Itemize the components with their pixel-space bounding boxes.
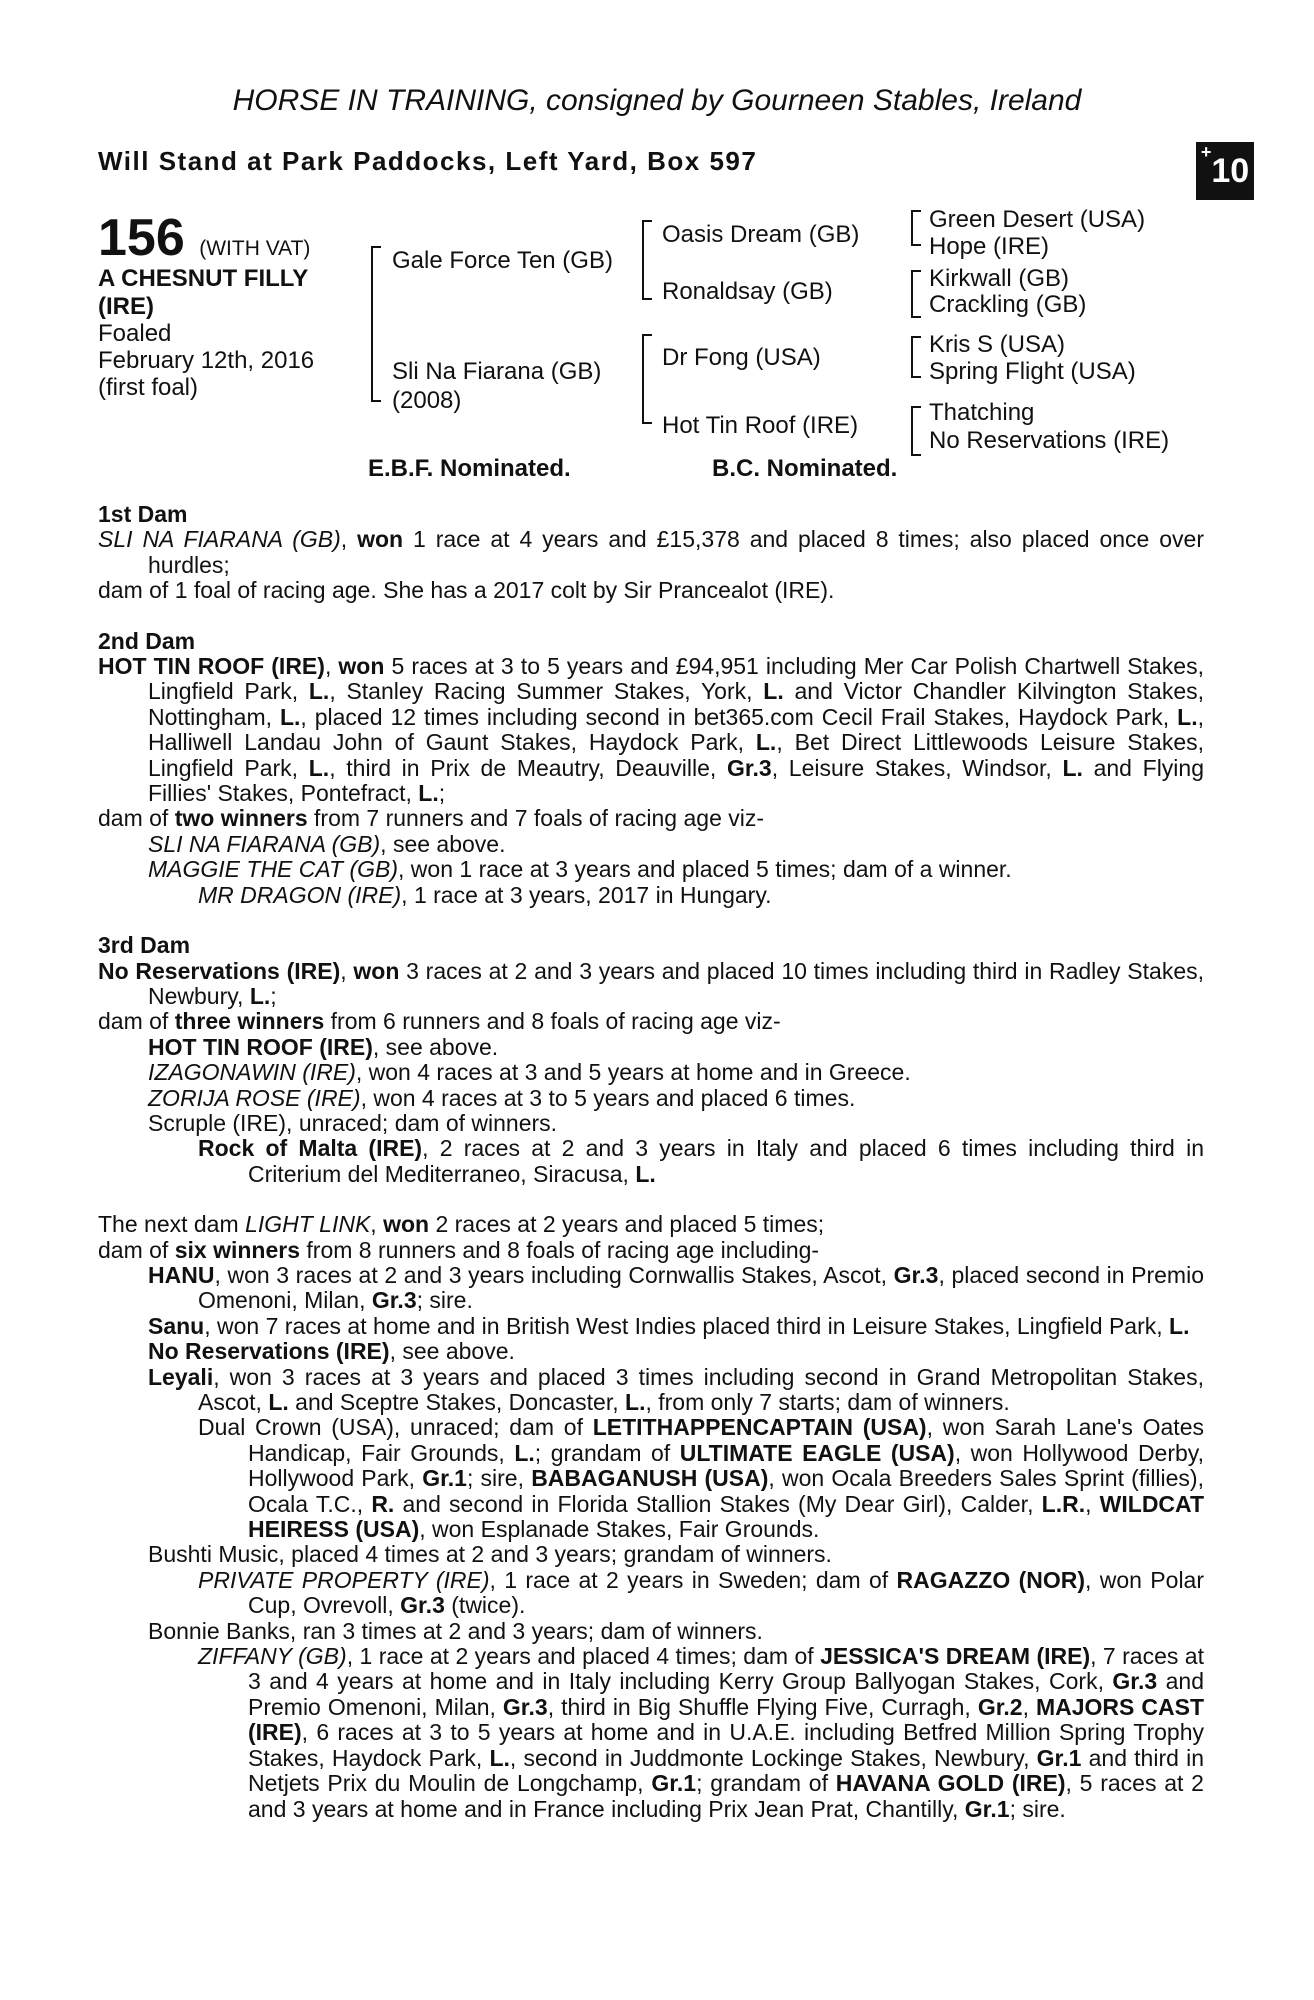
- produce-item: [98, 832, 1204, 857]
- sire-sire: Oasis Dream (GB): [662, 221, 860, 248]
- record-text: ; sire.: [416, 1287, 473, 1314]
- grand-1: Green Desert (USA): [929, 206, 1146, 233]
- produce-name: Sanu: [148, 1312, 205, 1339]
- won-word: won: [383, 1211, 430, 1238]
- record-text: ; grandam of: [534, 1439, 680, 1466]
- grand-7: Thatching: [929, 399, 1035, 426]
- produce-name: LETITHAPPENCAPTAIN (USA): [592, 1414, 927, 1441]
- listed-mark: L.: [308, 754, 330, 781]
- produce-item: Bushti Music, placed 4 times at 2 and 3 years; grandam of winners.: [148, 1541, 832, 1568]
- listed-mark: L.: [268, 1389, 289, 1415]
- record-text: , 2 races at 2 and 3 years in Italy and placed 6 times including third in Criterium del Mediterraneo, Siracusa,: [248, 1135, 1204, 1187]
- produce-item: [98, 1035, 1204, 1060]
- group-mark: Gr.2: [977, 1693, 1023, 1720]
- next-dam-name: LIGHT LINK: [245, 1211, 371, 1238]
- record-text: , won Hollywood Derby, Hollywood Park,: [248, 1439, 1204, 1492]
- record-text: , won 4 races at 3 and 5 years at home and in Greece.: [355, 1059, 911, 1086]
- record-text: , won Esplanade Stakes, Fair Grounds.: [419, 1516, 820, 1543]
- produce-name: HANU: [148, 1261, 215, 1288]
- record-text: , Halliwell Landau John of Gaunt Stakes, Haydock Park,: [148, 703, 1204, 756]
- record-text: dam of: [98, 1008, 175, 1035]
- foal-note: (first foal): [98, 374, 199, 401]
- record-text: ,: [1085, 1490, 1100, 1517]
- second-dam-produce: [98, 806, 1204, 831]
- winners-count: six winners: [174, 1236, 300, 1263]
- grand-2: Hope (IRE): [929, 233, 1050, 260]
- record-text: ; grandam of: [696, 1770, 836, 1797]
- produce-name: MR DRAGON (IRE): [198, 881, 402, 908]
- lot-description: A CHESNUT FILLY (IRE): [98, 265, 308, 320]
- lot-badge: [1196, 142, 1254, 200]
- record-text: from 8 runners and 8 foals of racing age including-: [300, 1236, 820, 1263]
- foaled-label: Foaled: [98, 320, 172, 347]
- produce-name: ZORIJA ROSE (IRE): [148, 1084, 361, 1111]
- record-text: , Leisure Stakes, Windsor,: [771, 754, 1063, 781]
- record-text: , won 4 races at 3 to 5 years and placed 6 times.: [360, 1084, 856, 1111]
- record-text: , won Polar Cup, Ovrevoll,: [248, 1566, 1204, 1619]
- group-mark: Gr.3: [502, 1693, 548, 1720]
- group-mark: Gr.1: [1036, 1744, 1082, 1771]
- listed-mark: L.: [489, 1744, 510, 1771]
- record-text: from 6 runners and 8 foals of racing age viz-: [324, 1008, 781, 1035]
- record-text: and Sceptre Stakes, Doncaster,: [288, 1389, 626, 1415]
- third-dam-record: No Reservations (IRE), won 3 races at 2 and 3 years and placed 10 times including third in Radley Stakes, Newbury, L.;: [98, 957, 1205, 1009]
- listed-mark: L.: [1177, 703, 1198, 730]
- listed-mark: L.: [635, 1160, 656, 1187]
- restricted-mark: R.: [371, 1490, 395, 1517]
- second-dam-heading: 2nd Dam: [98, 627, 196, 654]
- produce-item: [98, 1314, 1204, 1339]
- record-text: ; sire.: [1009, 1795, 1066, 1822]
- record-text: , won Sarah Lane's Oates Handicap, Fair Grounds,: [248, 1414, 1204, 1466]
- record-text: 3 races at 2 and 3 years and placed 10 times including third in Radley Stakes, Newbury,: [148, 957, 1205, 1009]
- record-text: , 7 races at 3 and 4 years at home and in Italy including Kerry Group Ballyogan Stakes, Cork,: [248, 1643, 1204, 1695]
- produce-name: HAVANA GOLD (IRE): [835, 1770, 1066, 1797]
- record-text: and Flying Fillies' Stakes, Pontefract,: [148, 754, 1204, 807]
- produce-item: Scruple (IRE), unraced; dam of winners.: [148, 1109, 558, 1136]
- third-dam-produce: [98, 1009, 1204, 1034]
- record-text: ,: [370, 1211, 384, 1238]
- record-text: , won 3 races at 3 years and placed 3 times including second in Grand Metropolitan Stakes, Ascot,: [198, 1363, 1204, 1415]
- produce-item: [98, 1339, 1204, 1364]
- record-text: The next dam: [98, 1211, 246, 1238]
- group-mark: Gr.3: [893, 1261, 939, 1288]
- produce-name: WILDCAT HEIRESS (USA): [248, 1490, 1204, 1543]
- record-text: ; sire,: [466, 1465, 532, 1492]
- badge-number: 10: [1211, 152, 1250, 190]
- produce-name: MAGGIE THE CAT (GB): [148, 856, 399, 883]
- catalogue-body: [98, 502, 1204, 1822]
- stand-location: Will Stand at Park Paddocks, Left Yard, Box 597: [98, 146, 758, 176]
- next-dam-record: [98, 1212, 1204, 1237]
- grand-6: Spring Flight (USA): [929, 358, 1136, 385]
- produce-name: BABAGANUSH (USA): [531, 1465, 769, 1492]
- won-word: won: [357, 526, 404, 553]
- record-text: , Stanley Racing Summer Stakes, York,: [329, 678, 764, 705]
- group-mark: Gr.1: [422, 1465, 467, 1492]
- produce-name: SLI NA FIARANA (GB): [148, 830, 381, 857]
- sire: Gale Force Ten (GB): [392, 247, 613, 274]
- record-text: , 5 races at 2 and 3 years at home and in France including Prix Jean Prat, Chantilly,: [248, 1770, 1204, 1822]
- record-text: and Premio Omenoni, Milan,: [248, 1668, 1205, 1720]
- record-text: , third in Big Shuffle Flying Five, Curragh,: [547, 1693, 978, 1720]
- group-mark: Gr.3: [400, 1592, 445, 1619]
- dam: Sli Na Fiarana (GB): [392, 358, 602, 385]
- produce-item: [98, 1086, 1204, 1111]
- listed-mark: L.: [1169, 1312, 1190, 1339]
- second-dam-name: HOT TIN ROOF (IRE): [98, 653, 325, 680]
- record-text: and second in Florida Stallion Stakes (My Dear Girl), Calder,: [394, 1490, 1042, 1517]
- record-text: Dual Crown (USA), unraced; dam of: [198, 1414, 593, 1441]
- produce-item: [98, 883, 1204, 908]
- bracket-g2: [911, 270, 921, 318]
- won-word: won: [338, 653, 385, 680]
- record-text: , see above.: [372, 1033, 499, 1060]
- produce-item: [98, 1415, 1204, 1542]
- record-text: , 1 race at 2 years and placed 4 times; dam of: [346, 1643, 821, 1670]
- record-text: ;: [438, 780, 446, 807]
- first-dam-text: 1 race at 4 years and £15,378 and placed 8 times; also placed once over hurdles;: [148, 526, 1205, 578]
- record-text: 5 races at 3 to 5 years and £94,951 including Mer Car Polish Chartwell Stakes, Lingfield Park,: [148, 653, 1204, 705]
- record-text: dam of: [98, 805, 175, 832]
- record-text: and third in Netjets Prix du Moulin de Longchamp,: [248, 1744, 1204, 1797]
- grand-4: Crackling (GB): [929, 291, 1087, 318]
- first-dam-produce: dam of 1 foal of racing age. She has a 2017 colt by Sir Prancealot (IRE).: [98, 577, 835, 604]
- record-text: , second in Juddmonte Lockinge Stakes, Newbury,: [509, 1744, 1037, 1771]
- consignor-line: HORSE IN TRAINING, consigned by Gourneen Stables, Ireland: [232, 84, 1082, 117]
- produce-name: Rock of Malta (IRE): [198, 1135, 423, 1162]
- listed-mark: L.: [514, 1439, 535, 1466]
- produce-item: [98, 1136, 1204, 1187]
- record-text: , won 1 race at 3 years and placed 5 times; dam of a winner.: [398, 856, 1012, 883]
- dam-dam: Hot Tin Roof (IRE): [662, 412, 859, 439]
- listed-mark: L.: [308, 678, 330, 705]
- listed-mark: L.: [763, 678, 784, 705]
- produce-item: Bonnie Banks, ran 3 times at 2 and 3 years; dam of winners.: [148, 1617, 763, 1644]
- group-mark: Gr.3: [726, 754, 772, 781]
- produce-name: PRIVATE PROPERTY (IRE): [198, 1566, 490, 1593]
- listed-mark: L.: [279, 703, 301, 730]
- listed-mark: L.R.: [1041, 1490, 1086, 1517]
- record-text: , won 7 races at home and in British West Indies placed third in Leisure Stakes, Lingfield Park,: [204, 1312, 1170, 1339]
- bracket-sire: [642, 220, 652, 300]
- record-text: ;: [270, 982, 277, 1009]
- dam-year: (2008): [392, 387, 462, 414]
- ebf-nominated: E.B.F. Nominated.: [368, 455, 571, 482]
- group-mark: Gr.1: [651, 1770, 697, 1797]
- record-text: , won Ocala Breeders Sales Sprint (fillies), Ocala T.C.,: [248, 1465, 1204, 1517]
- grand-3: Kirkwall (GB): [929, 265, 1070, 292]
- listed-mark: L.: [418, 780, 439, 807]
- record-text: , third in Prix de Meautry, Deauville,: [329, 754, 727, 781]
- produce-item: [98, 1644, 1204, 1822]
- record-text: , from only 7 starts; dam of winners.: [645, 1389, 1010, 1415]
- next-dam-produce: [98, 1238, 1204, 1263]
- record-text: 2 races at 2 years and placed 5 times;: [429, 1211, 825, 1238]
- winners-count: three winners: [174, 1008, 325, 1035]
- grand-5: Kris S (USA): [929, 331, 1066, 358]
- listed-mark: L.: [1062, 754, 1083, 781]
- sire-dam: Ronaldsay (GB): [662, 278, 833, 305]
- record-text: and Victor Chandler Kilvington Stakes, Nottingham,: [148, 678, 1204, 730]
- record-text: , 1 race at 2 years in Sweden; dam of: [489, 1566, 897, 1593]
- winners-count: two winners: [174, 805, 308, 832]
- record-text: , 6 races at 3 to 5 years at home and in U.A.E. including Betfred Million Spring Trophy Stakes, Haydock Park,: [248, 1719, 1204, 1771]
- listed-mark: L.: [625, 1389, 646, 1415]
- produce-name: ZIFFANY (GB): [198, 1643, 347, 1670]
- record-text: ,: [1022, 1693, 1036, 1720]
- won-word: won: [353, 957, 400, 984]
- vat-note: (WITH VAT): [199, 237, 311, 260]
- produce-name: Leyali: [148, 1363, 214, 1390]
- record-text: , placed 12 times including second in bet365.com Cecil Frail Stakes, Haydock Park,: [300, 703, 1178, 730]
- record-text: , Bet Direct Littlewoods Leisure Stakes, Lingfield Park,: [148, 729, 1204, 781]
- produce-item: [98, 1263, 1204, 1314]
- produce-item: [98, 1568, 1204, 1619]
- third-dam-heading: 3rd Dam: [98, 932, 191, 959]
- bracket-g3: [911, 336, 921, 378]
- produce-item: [98, 1060, 1204, 1085]
- record-text: , placed second in Premio Omenoni, Milan,: [198, 1261, 1204, 1314]
- lot-number: [98, 208, 310, 268]
- record-text: , won 3 races at 2 and 3 years including Cornwallis Stakes, Ascot,: [214, 1261, 894, 1288]
- dam-sire: Dr Fong (USA): [662, 344, 821, 371]
- produce-name: No Reservations (IRE): [148, 1338, 390, 1365]
- produce-name: RAGAZZO (NOR): [896, 1566, 1086, 1593]
- bc-nominated: B.C. Nominated.: [712, 455, 898, 482]
- record-text: (twice).: [444, 1592, 526, 1619]
- bracket-level1: [371, 246, 381, 402]
- third-dam-name: No Reservations (IRE): [98, 957, 341, 984]
- produce-name: ULTIMATE EAGLE (USA): [679, 1439, 955, 1466]
- group-mark: Gr.3: [371, 1287, 417, 1314]
- produce-name: MAJORS CAST (IRE): [248, 1693, 1204, 1746]
- lot-number-value: 156: [98, 209, 185, 267]
- record-text: , see above.: [380, 830, 506, 857]
- group-mark: Gr.1: [964, 1795, 1010, 1822]
- record-text: from 7 runners and 7 foals of racing age viz-: [307, 805, 765, 832]
- bracket-g4: [911, 406, 921, 456]
- produce-name: HOT TIN ROOF (IRE): [148, 1033, 373, 1060]
- group-mark: Gr.3: [1112, 1668, 1158, 1695]
- produce-name: JESSICA'S DREAM (IRE): [820, 1643, 1091, 1670]
- listed-mark: L.: [249, 982, 271, 1009]
- second-dam-record: HOT TIN ROOF (IRE), won 5 races at 3 to 5 years and £94,951 including Mer Car Polish Chartwell Stakes, Lingfield Park, L., Stanley Racing Summer Stakes, York, L. and Victor Chandler Kilvington Stakes, Nottingham, L., placed 12 times including second in bet365.com Cecil Frail Stakes, Haydock Park, L., Halliwell Landau John of Gaunt Stakes, Haydock Park, L., Bet Direct Littlewoods Leisure Stakes, Lingfield Park, L., third in Prix de Meautry, Deauville, Gr.3, Leisure Stakes, Windsor, L. and Flying Fillies' Stakes, Pontefract, L.;: [98, 653, 1204, 807]
- produce-item: [98, 1365, 1204, 1416]
- first-dam-name: SLI NA FIARANA (GB): [98, 526, 341, 553]
- bracket-g1: [911, 210, 921, 246]
- record-text: dam of: [98, 1236, 175, 1263]
- listed-mark: L.: [755, 729, 777, 756]
- foaled-date: February 12th, 2016: [98, 347, 315, 374]
- record-text: , 1 race at 3 years, 2017 in Hungary.: [401, 881, 772, 908]
- grand-8: No Reservations (IRE): [929, 427, 1170, 454]
- produce-name: IZAGONAWIN (IRE): [148, 1059, 356, 1086]
- produce-item: [98, 857, 1204, 882]
- first-dam-record: SLI NA FIARANA (GB), won 1 race at 4 years and £15,378 and placed 8 times; also placed once over hurdles;: [98, 526, 1205, 578]
- badge-plus: +: [1200, 142, 1212, 162]
- bracket-dam: [642, 334, 652, 424]
- first-dam-heading: 1st Dam: [98, 501, 188, 527]
- record-text: , see above.: [389, 1338, 515, 1365]
